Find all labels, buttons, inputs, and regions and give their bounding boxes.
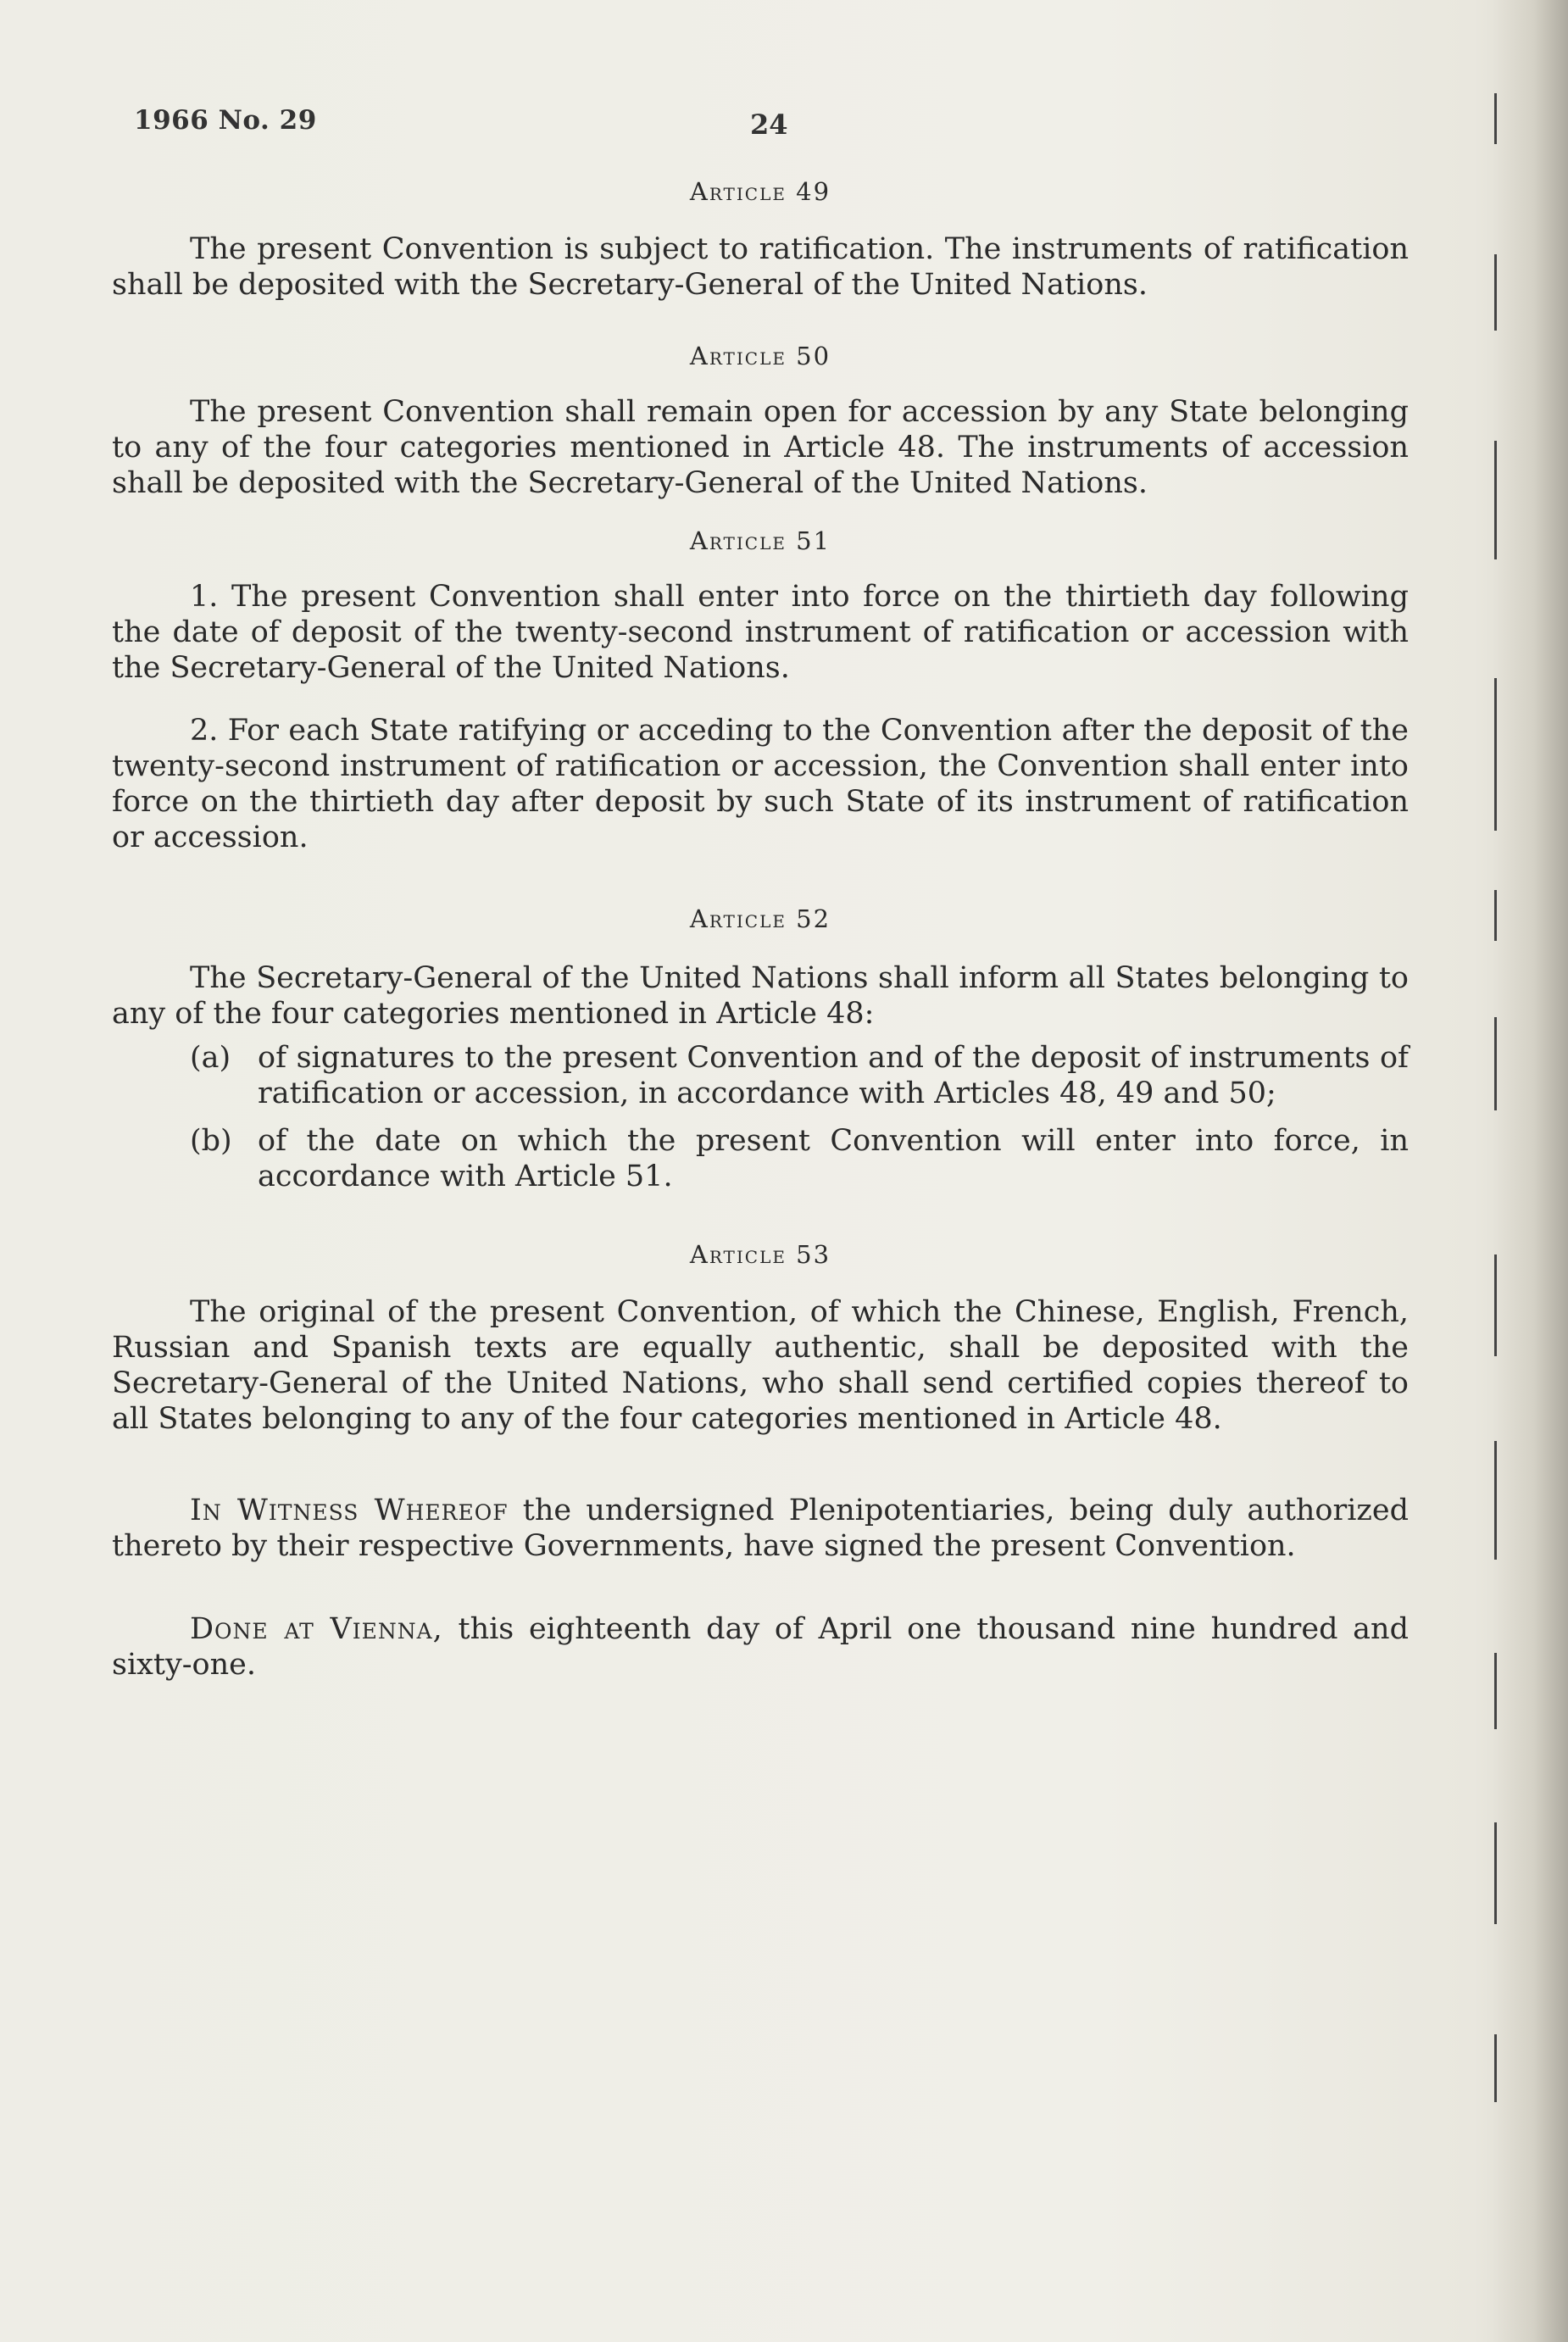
- article-paragraph: 1. The present Convention shall enter into force on the thirtieth day following the date of deposit of the twenty-second instrument of ratification or accession with the Secretary-General of the United Nations.: [112, 580, 1409, 685]
- article-heading: Article 49: [689, 177, 831, 206]
- article-heading: Article 50: [689, 342, 831, 370]
- page-number: 24: [750, 108, 788, 141]
- article-heading: Article 51: [689, 526, 831, 555]
- done-text: this eighteenth day of April one thousand nine hundred and sixty-one.: [112, 1612, 1409, 1682]
- page-edge-mark: [1494, 1653, 1497, 1729]
- page-edge-mark: [1494, 1441, 1497, 1560]
- page-edge-mark: [1494, 254, 1497, 331]
- running-head: 1966 No. 29: [134, 105, 317, 136]
- page-edge-mark: [1494, 890, 1497, 941]
- article-heading: Article 52: [689, 904, 831, 933]
- page-edge-mark: [1494, 1017, 1497, 1110]
- list-item-label: (b): [190, 1124, 232, 1158]
- article-paragraph: The present Convention is subject to ratification. The instruments of ratification shall be deposited with the Secretary-General of the United Nations.: [112, 232, 1409, 302]
- article-paragraph: 2. For each State ratifying or acceding to the Convention after the deposit of the twenty-second instrument of ratification or accession, the Convention shall enter into force on the thirtieth day after deposit by such State of its instrument of ratification or accession.: [112, 714, 1409, 854]
- page-edge-mark: [1494, 1822, 1497, 1924]
- page-edge-mark: [1494, 678, 1497, 831]
- article-paragraph: The original of the present Convention, of which the Chinese, English, French, Russian and Spanish texts are equally authentic, shall be deposited with the Secretary-General of the United Nations, who shall send certified copies thereof to all States belonging to any of the four categories mentioned in Article 48.: [112, 1295, 1409, 1436]
- page-edge-mark: [1494, 93, 1497, 144]
- list-item-label: (a): [190, 1041, 231, 1075]
- book-spine-shadow: [1492, 0, 1568, 2342]
- document-body: [112, 174, 1409, 1683]
- page-edge-mark: [1494, 1254, 1497, 1356]
- page-edge-mark: [1494, 441, 1497, 559]
- article-paragraph: The present Convention shall remain open for accession by any State belonging to any of the four categories mentioned in Article 48. The instruments of accession shall be deposited with the Secretary-General of the United Nations.: [112, 395, 1409, 500]
- article-paragraph: The Secretary-General of the United Nations shall inform all States belonging to any of the four categories mentioned in Article 48:: [112, 961, 1409, 1031]
- list-item-text: of signatures to the present Convention and of the deposit of instruments of ratification or accession, in accordance with Articles 48, 49 and 50;: [258, 1041, 1409, 1110]
- witness-clause: [112, 1493, 1409, 1564]
- article-heading: Article 53: [689, 1240, 831, 1269]
- done-lead: Done at Vienna,: [190, 1612, 443, 1646]
- list-item: [190, 1123, 1409, 1194]
- list-item-text: of the date on which the present Convention will enter into force, in accordance with Article 51.: [258, 1124, 1409, 1193]
- witness-text: the undersigned Plenipotentiaries, being duly authorized thereto by their respective Governments, have signed the present Convention.: [112, 1494, 1409, 1563]
- list-item: [190, 1040, 1409, 1111]
- page-edge-mark: [1494, 2034, 1497, 2102]
- done-clause: [112, 1611, 1409, 1683]
- witness-lead: In Witness Whereof: [190, 1494, 509, 1527]
